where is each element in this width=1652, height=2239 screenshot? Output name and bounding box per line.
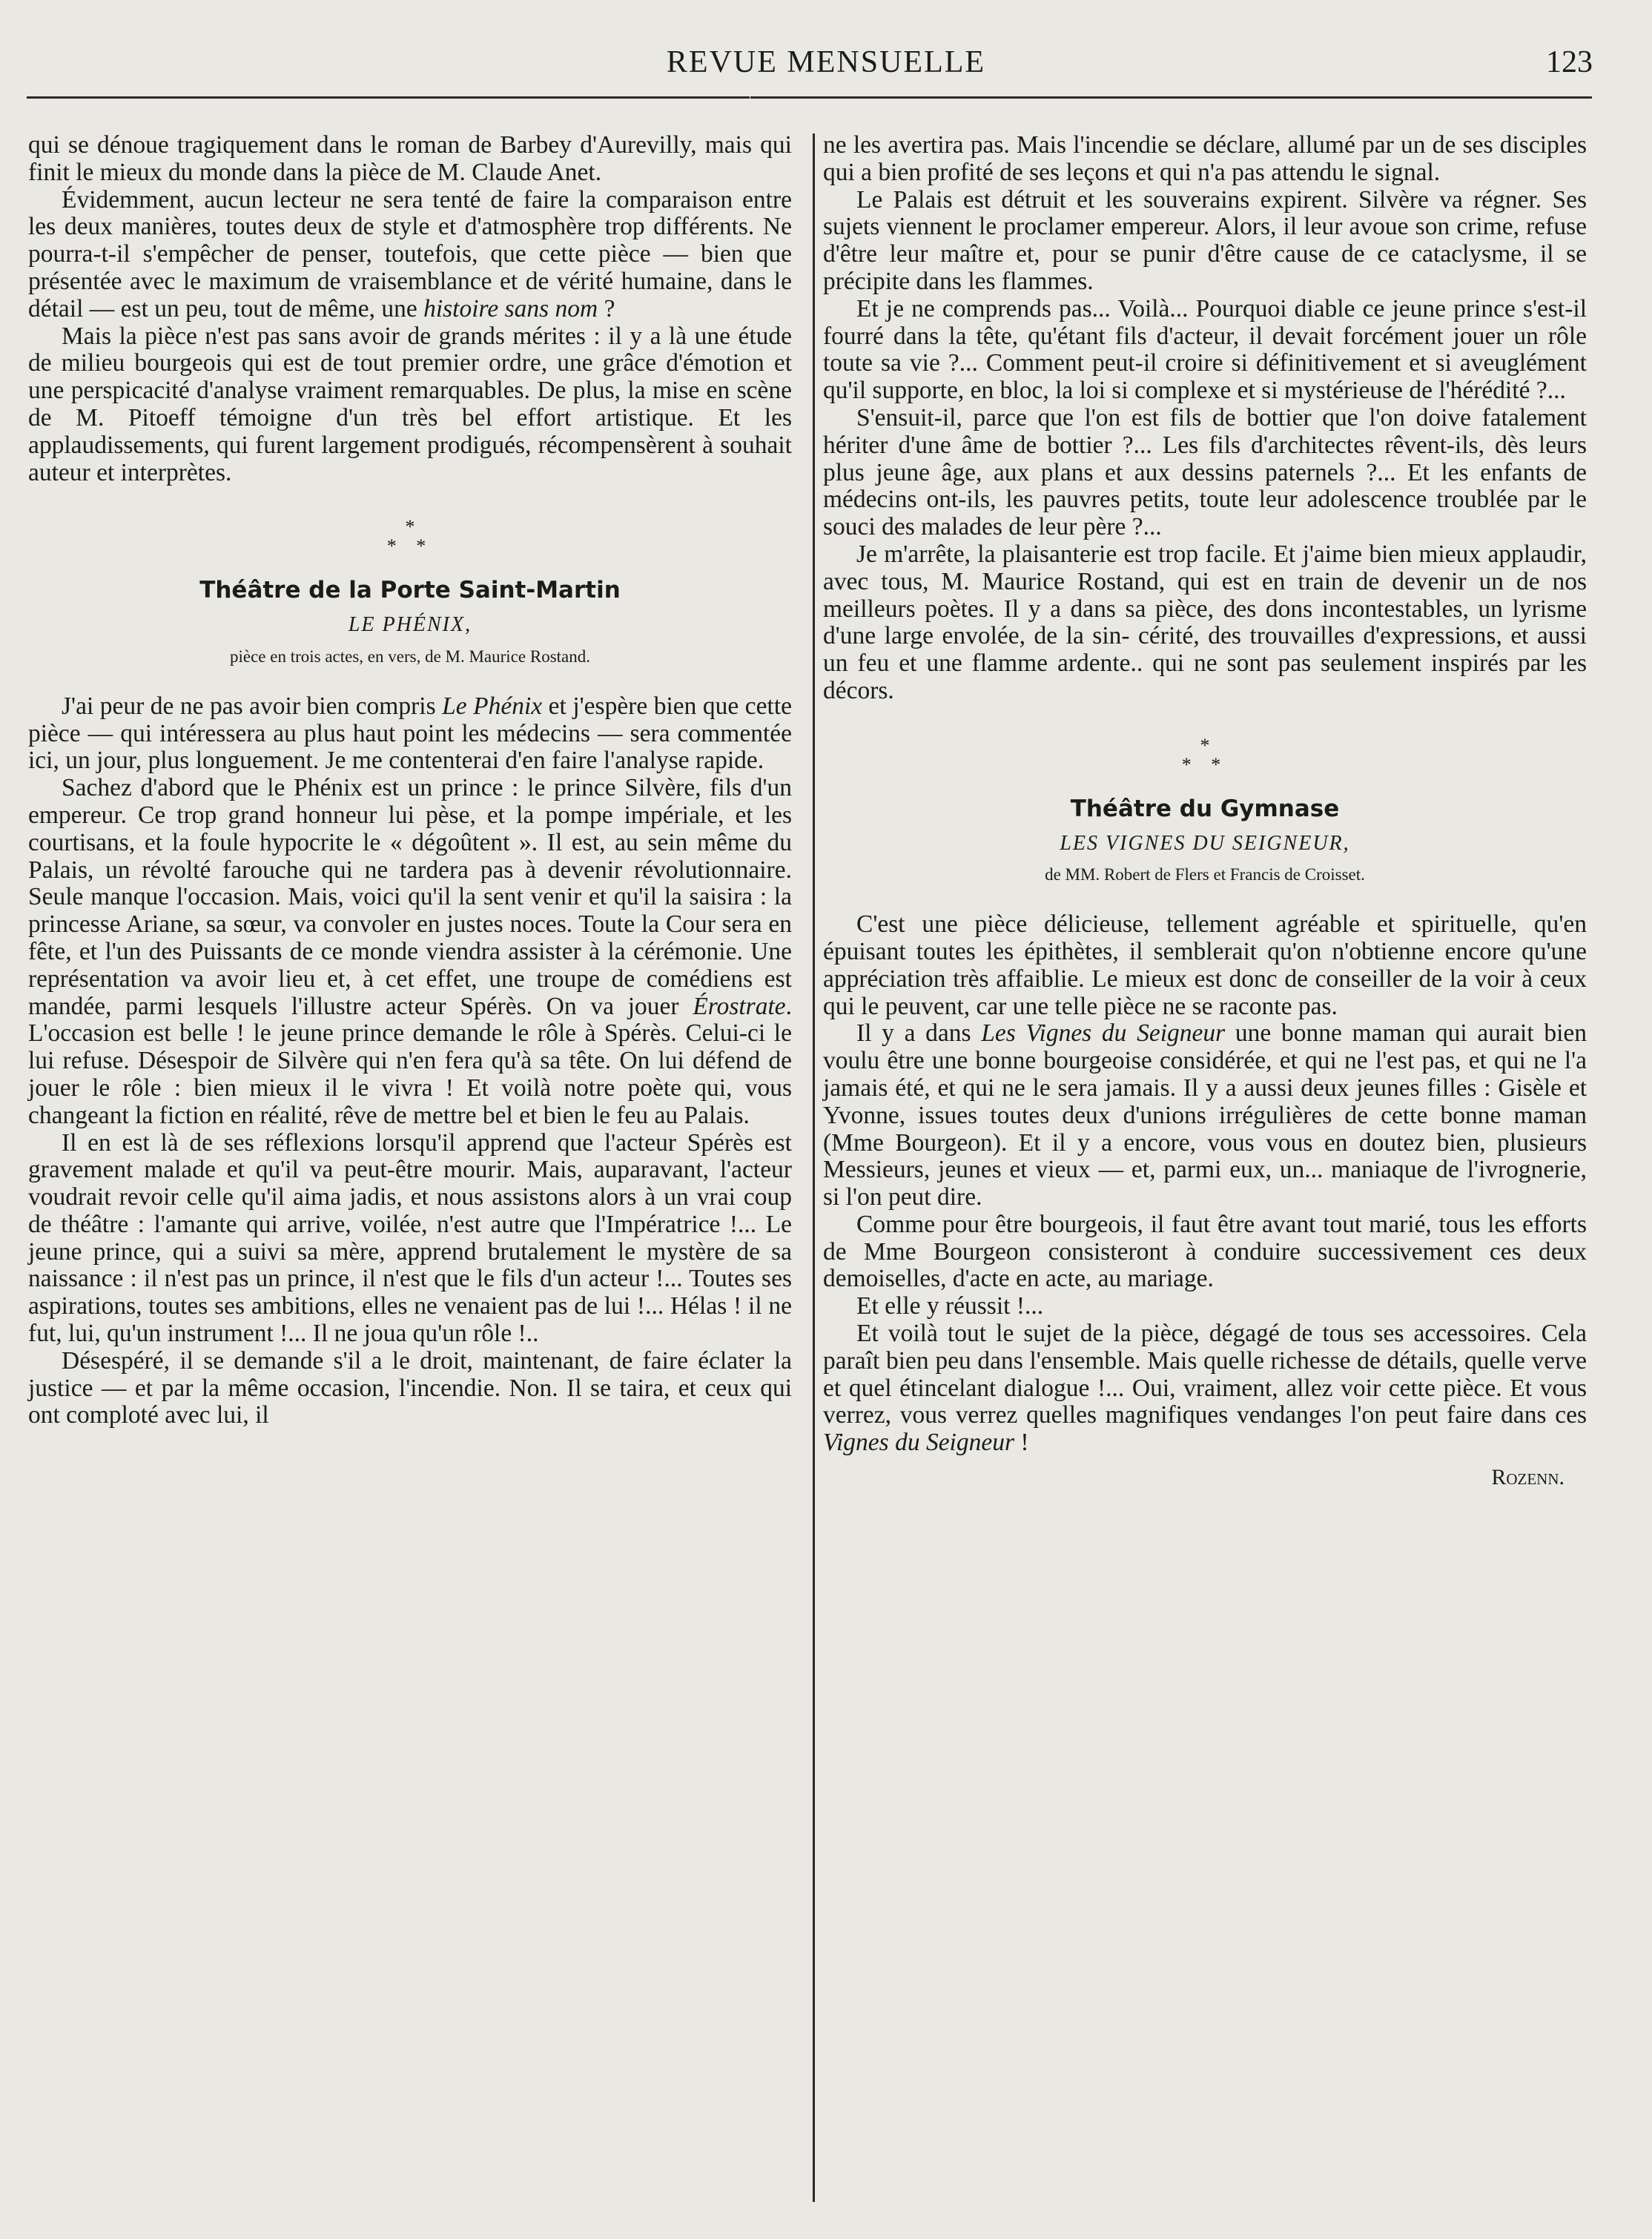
paragraph (28, 187, 792, 323)
italic-title: Le Phénix (442, 692, 543, 720)
paragraph: Je m'arrête, la plaisanterie est trop facile. Et j'aime bien mieux applaudir, avec tous, M. Maurice Rostand, qui est en train de devenir un de nos meilleurs poètes. Il y a dans sa pièce, des dons incontestables, un lyrisme d'une large envolée, de la sin- cérité, des trouvailles d'expressions, et aussi un feu et une flamme ardente.. qui ne sont pas seulement inspirés par les décors. (823, 540, 1587, 704)
text-run: ! (1014, 1429, 1029, 1457)
paragraph: ne les avertira pas. Mais l'incendie se déclare, allumé par un de ses disciples qui a bien profité de ses leçons et qui n'a pas attendu le signal. (823, 131, 1587, 186)
text-run: . L'occasion est belle ! le jeune prince demande le rôle à Spérès. Celui-ci le lui refuse. Désespoir de Silvère qui n'en fera qu'à sa tête. On lui défend de jouer le rôle : bien mieux il le vivra ! Et voilà notre poète qui, vous changeant la fiction en réalité, rêve de mettre bel et bien le feu au Palais. (28, 992, 793, 1129)
section-heading: Théâtre du Gymnase (1070, 795, 1340, 822)
text-run: une bonne maman qui aurait bien voulu être une bonne bourgeoise considérée, et qui ne l'est pas, et qui ne l'a jamais été, et qui ne le sera jamais. Il y a aussi deux jeunes filles : Gisèle et Yvonne, issues toutes deux d'unions irrégulières de cette bonne maman (Mme Bourgeon). Et il y a encore, vous vous en doutez bien, plusieurs Messieurs, jeunes et vieux — et, parmi eux, un... maniaque de l'ivrognerie, si l'on peut dire. (823, 1019, 1587, 1211)
play-subtitle: pièce en trois actes, en vers, de M. Maurice Rostand. (229, 646, 591, 666)
asterism-top: * (1200, 734, 1210, 756)
play-subtitle: de MM. Robert de Flers et Francis de Croisset. (1045, 865, 1365, 884)
paragraph: Il en est là de ses réflexions lorsqu'il apprend que l'acteur Spérès est gravement malade et qu'il va peut-être mourir. Mais, auparavant, l'acteur voudrait revoir celle qu'il aima jadis, et nous assistons alors à un vrai coup de théâtre : l'amante qui arrive, voilée, n'est autre que l'Impératrice !... Le jeune prince, qui a suivi sa mère, apprend brutalement le mystère de sa naissance : il n'est pas un prince, il n'est que le fils d'un acteur !... Toutes ses aspirations, toutes ses ambitions, elles ne venaient pas de lui !... Hélas ! il ne fut, lui, qu'un instrument !... Il ne joua qu'un rôle !.. (28, 1128, 792, 1348)
paragraph: qui se dénoue tragiquement dans le roman de Barbey d'Aurevilly, mais qui finit le mieux du monde dans la pièce de M. Claude Anet. (28, 131, 792, 186)
asterism-bottom: * * (386, 535, 434, 558)
asterism-bottom: * * (1181, 753, 1229, 775)
italic-title: Vignes du Seigneur (823, 1429, 1015, 1457)
header-rule-right (750, 96, 1592, 99)
paragraph (28, 693, 792, 775)
italic-title: histoire sans nom (423, 294, 598, 323)
author-signature: Rozenn. (1491, 1465, 1565, 1490)
italic-title: Les Vignes du Seigneur (981, 1019, 1226, 1048)
paragraph: Et je ne comprends pas... Voilà... Pourquoi diable ce jeune prince s'est-il fourré dans la tête, qu'étant fils d'acteur, il devait forcément jouer un rôle toute sa vie ?... Comment peut-il croire si définitivement et si aveuglément qu'il supporte, en bloc, la loi si complexe et si mystérieuse de l'hérédité ?... (823, 294, 1587, 405)
text-run: Il y a dans (856, 1019, 971, 1048)
header-rule-left (27, 96, 750, 99)
paragraph (823, 1020, 1587, 1211)
paragraph: Et elle y réussit !... (856, 1292, 1044, 1320)
right-column (823, 132, 1587, 1492)
paragraph: Mais la pièce n'est pas sans avoir de grands mérites : il y a là une étude de milieu bourgeois qui est de tout premier ordre, une grâce d'émotion et une perspicacité d'analyse vraiment remarquables. De plus, la mise en scène de M. Pitoeff témoigne d'un très bel effort artistique. Et les applaudissements, qui furent largement prodigués, récompensèrent à souhait auteur et interprètes. (28, 322, 792, 486)
play-title: LES VIGNES DU SEIGNEUR, (1060, 831, 1350, 855)
asterism-top: * (405, 516, 415, 538)
text-run: Et voilà tout le sujet de la pièce, dégagé de tous ses accessoires. Cela paraît bien peu dans l'ensemble. Mais quelle richesse de détails, quelle verve et quel étincelant dialogue !... Oui, vraiment, allez voir cette pièce. Et vous verrez, vous verrez quelles magnifiques vendanges l'on peut faire dans ces (823, 1320, 1587, 1429)
running-head (0, 44, 1652, 89)
column-divider (813, 133, 815, 2202)
left-column (28, 132, 792, 1429)
paragraph: Désespéré, il se demande s'il a le droit, maintenant, de faire éclater la justice — et par la même occasion, l'incendie. Non. Il se taira, et ceux qui ont comploté avec lui, il (28, 1346, 792, 1429)
paragraph: S'ensuit-il, parce que l'on est fils de bottier que l'on doive fatalement hériter d'une âme de bottier ?... Les fils d'architectes rêvent-ils, dès leurs plus jeune âge, aux plans et aux dessins paternels ?... Et les enfants de médecins ont-ils, les pauvres petits, toute leur adolescence troublée par le souci des malades de leur père ?... (823, 403, 1587, 541)
italic-title: Érostrate (693, 992, 786, 1020)
text-run: et j'espère bien que cette pièce — qui intéressera au plus haut point les médecins — sera commentée ici, un jour, plus longuement. Je me contenterai d'en faire l'analyse rapide. (28, 692, 793, 775)
paragraph: Le Palais est détruit et les souverains expirent. Silvère va régner. Ses sujets viennent le proclamer empereur. Alors, il leur avoue son crime, refuse d'être leur maître et, pour se punir d'être cause de ce cataclysme, il se précipite dans les flammes. (823, 185, 1587, 295)
section-heading: Théâtre de la Porte Saint-Martin (199, 577, 621, 604)
journal-title: REVUE MENSUELLE (666, 45, 986, 79)
section-separator (823, 736, 1587, 775)
paragraph: C'est une pièce délicieuse, tellement agréable et spirituelle, qu'en épuisant toutes les épithètes, il semblerait qu'on n'obtienne encore qu'une appréciation très affaiblie. Le mieux est donc de conseiller de la voir à ceux qui le peuvent, car une telle pièce ne se raconte pas. (823, 910, 1587, 1020)
play-title: LE PHÉNIX, (348, 613, 472, 637)
page-number: 123 (1546, 45, 1593, 79)
text-run: Sachez d'abord que le Phénix est un prince : le prince Silvère, fils d'un empereur. Ce trop grand honneur lui pèse, et la pompe impériale, et les courtisans, et la foule hypocrite le « dégoûtent ». Il est, au sein même du Palais, un révolté farouche qui ne tardera pas à devenir révolutionnaire. Seule manque l'occasion. Mais, voici qu'il la sent venir et qu'il la saisira : la princesse Ariane, sa sœur, va convoler en justes noces. Toute la Cour sera en fête, et l'un des Puissants de ce monde viendra assister à la cérémonie. Une représentation va avoir lieu et, à cet effet, une troupe de comédiens est mandée, parmi lesquels l'illustre acteur Spérès. On va jouer (28, 774, 792, 1020)
paragraph (28, 775, 792, 1129)
text-run: J'ai peur de ne pas avoir bien compris (62, 692, 436, 720)
paragraph: Comme pour être bourgeois, il faut être avant tout marié, tous les efforts de Mme Bourgeon consisteront à conduire successivement ces deux demoiselles, d'acte en acte, au mariage. (823, 1210, 1587, 1293)
text-run: Évidemment, aucun lecteur ne sera tenté de faire la comparaison entre les deux manières, toutes deux de style et d'atmosphère trop différents. Ne pourra-t-il s'empêcher de penser, toutefois, que cette pièce — bien que présentée avec le maximum de vraisemblance et de vérité humaine, dans le détail — est un peu, tout de même, une (28, 185, 792, 323)
section-separator (28, 517, 792, 556)
text-run: ? (598, 294, 615, 323)
paragraph (823, 1320, 1587, 1457)
